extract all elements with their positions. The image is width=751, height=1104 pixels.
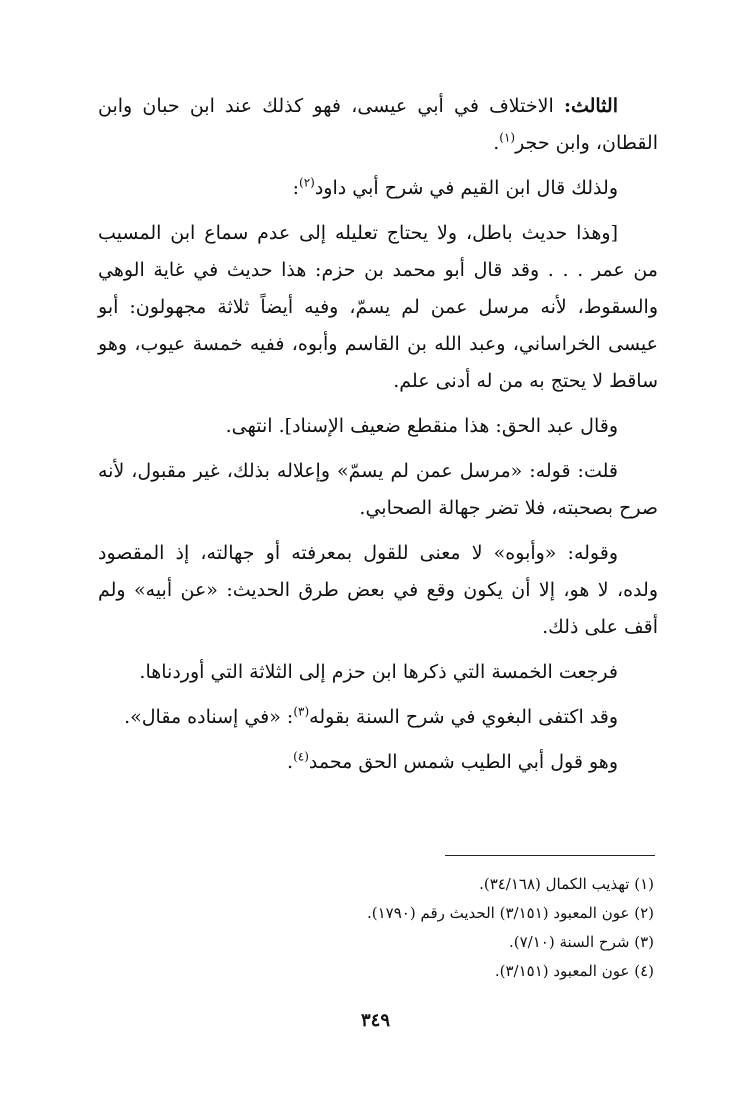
paragraph-text: وقوله: «وأبوه» لا معنى للقول بمعرفته أو جهالته، إذ المقصود ولده، لا هو، إلا أن يكون وقع في بعض طرق الحديث: «عن أبيه» ولم أقف على ذلك. (98, 542, 658, 638)
paragraph-tail: : (292, 177, 300, 199)
footnotes (98, 870, 654, 986)
paragraph-tail: : «في إسناده مقال». (124, 706, 294, 728)
paragraph-abu-al-tayyib (98, 744, 658, 781)
paragraph-baghawi (98, 699, 658, 736)
paragraph-tail: . (493, 132, 500, 154)
footnote-divider (445, 855, 655, 856)
paragraph-response (98, 453, 658, 527)
footnote-ref-4[interactable]: (٤) (293, 749, 309, 764)
paragraph-text: وهو قول أبي الطيب شمس الحق محمد (308, 751, 618, 773)
paragraph-text: [وهذا حديث باطل، ولا يحتاج تعليله إلى عدم سماع ابن المسيب من عمر . . . وقد قال أبو محمد بن حزم: هذا حديث في غاية الوهي والسقوط، لأنه مرسل عمن لم يسمّ، وفيه أيضاً ثلاثة مجهولون: أبو عيسى الخراساني، وعبد الله بن القاسم وأبوه، ففيه خمسة عيوب، وهو ساقط لا يحتج به من له أدنى علم. (98, 222, 658, 392)
paragraph-five-to-three (98, 654, 658, 691)
footnote-4: (٤) عون المعبود (٣/١٥١). (494, 962, 654, 980)
footnote-1: (١) تهذيب الكمال (٣٤/١٦٨). (479, 875, 654, 893)
paragraph-text: قلت: قوله: «مرسل عمن لم يسمّ» وإعلاله بذلك، غير مقبول، لأنه صرح بصحبته، فلا تضر جهالة الصحابي. (98, 460, 658, 519)
paragraph-abd-al-haqq (98, 408, 658, 445)
footnote-ref-2[interactable]: (٢) (299, 175, 315, 190)
paragraph-text: ولذلك قال ابن القيم في شرح أبي داود (314, 177, 618, 199)
page-number: ٣٤٩ (360, 1010, 390, 1031)
footnote-ref-3[interactable]: (٣) (293, 704, 310, 719)
footnote-2: (٢) عون المعبود (٣/١٥١) الحديث رقم (١٧٩٠). (367, 904, 654, 922)
main-text (98, 88, 658, 789)
paragraph-text: وقد اكتفى البغوي في شرح السنة بقوله (309, 706, 618, 728)
paragraph-ibn-qayyim-intro (98, 170, 658, 207)
footnote-3: (٣) شرح السنة (٧/١٠). (508, 933, 654, 951)
paragraph-tail: . (287, 751, 294, 773)
paragraph-father (98, 535, 658, 646)
paragraph-lead: الثالث: (563, 95, 618, 117)
paragraph-text: وقال عبد الحق: هذا منقطع ضعيف الإسناد]. انتهى. (225, 415, 618, 437)
paragraph-third-point (98, 88, 658, 162)
paragraph-text: الاختلاف في أبي عيسى، فهو كذلك عند ابن حبان وابن القطان، وابن حجر (98, 95, 658, 154)
footnote-ref-1[interactable]: (١) (499, 130, 516, 145)
paragraph-quotation (98, 215, 658, 400)
paragraph-text: فرجعت الخمسة التي ذكرها ابن حزم إلى الثلاثة التي أوردناها. (139, 661, 618, 683)
